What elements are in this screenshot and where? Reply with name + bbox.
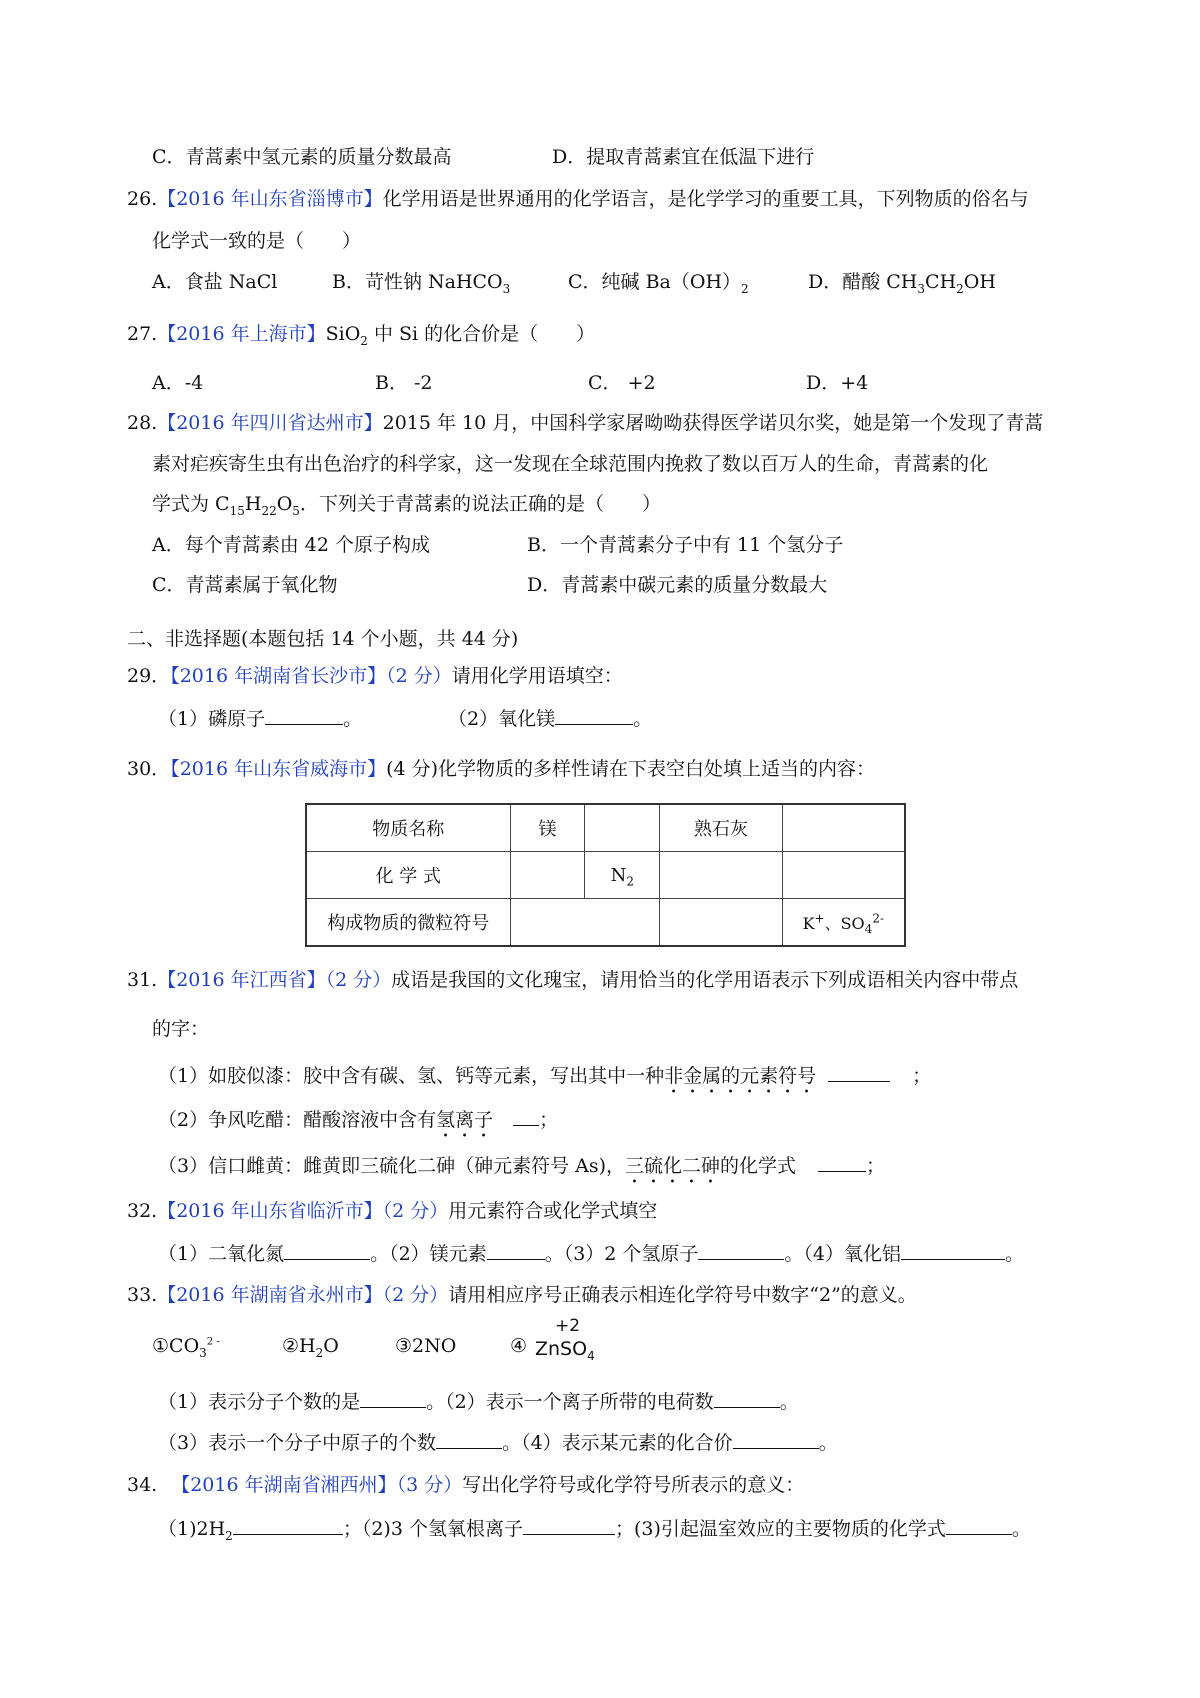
- q33-items-row2: （3）表示一个分子中原子的个数 。（4）表示某元素的化合价 。: [158, 1432, 838, 1454]
- q29-item2: （2）氧化镁 。: [448, 708, 653, 730]
- question-source: 【2016 年江西省】: [157, 969, 326, 991]
- table-cell[interactable]: [510, 899, 660, 947]
- q28-option-c: C．青蒿素属于氧化物: [152, 574, 338, 596]
- q32-items: （1）二氧化氮 。（2）镁元素 。（3）2 个氢原子 。（4）氧化铝 。: [158, 1243, 1025, 1265]
- q26-option-c: C．纯碱 $Ba(OH)_2$: [568, 271, 749, 296]
- q31-item1: （1）如胶似漆：胶中含有碳、氢、钙等元素，写出其中一种非金属的元素符号 ；: [158, 1065, 932, 1087]
- q29-item1: （1）磷原子 。: [158, 708, 363, 730]
- q29-line1: 29．【2016 年湖南省长沙市】（2 分）请用化学用语填空：: [127, 665, 623, 687]
- table-cell[interactable]: [782, 852, 905, 899]
- table-cell[interactable]: [510, 852, 585, 899]
- q27-option-a: A．-4: [152, 372, 204, 394]
- q26-option-a: A．食盐 NaCl: [152, 271, 278, 293]
- q33-formula-1: $①CO_3^{2 -}$: [152, 1335, 220, 1360]
- q31-item2: （2）争风吃醋：醋酸溶液中含有氢离子 ；: [158, 1109, 559, 1131]
- q28-option-b: B．一个青蒿素分子中有 11 个氢分子: [527, 534, 844, 556]
- table-cell[interactable]: [660, 899, 782, 947]
- table-cell: K+、$SO_4^{2-}$: [782, 899, 905, 947]
- question-source: 【2016 年湖南省湘西州】: [171, 1474, 397, 1496]
- answer-blank[interactable]: [901, 1243, 1005, 1260]
- q32-line1: 32.【2016 年山东省临沂市】（2 分）用元素符合或化学式填空: [127, 1200, 658, 1222]
- q27-option-d: D．+4: [806, 372, 869, 394]
- q31-item3: （3）信口雌黄：雌黄即三硫化二砷（砷元素符号 As)，三硫化二砷的化学式 ；: [158, 1155, 886, 1177]
- answer-blank[interactable]: [733, 1432, 819, 1449]
- table-cell[interactable]: [585, 804, 660, 852]
- q26-stem-line2: 化学式一致的是（ ）: [152, 230, 362, 252]
- q28-option-a: A．每个青蒿素由 42 个原子构成: [152, 534, 430, 556]
- q30-line1: 30．【2016 年山东省威海市】(4 分)化学物质的多样性请在下表空白处填上适当的内容：: [127, 758, 876, 780]
- table-cell: 化 学 式: [306, 852, 510, 899]
- q27-line1: 27.【2016 年上海市】SiO$_2$ 中 Si 的化合价是（ ）: [127, 323, 596, 348]
- q33-formula-4: ZnSO$_4$: [535, 1338, 595, 1363]
- q34-items: $(1)2H_2$ ；（2)3 个氢氧根离子 ；(3)引起温室效应的主要物质的化学式 。: [158, 1518, 1031, 1543]
- table-cell: 镁: [510, 804, 585, 852]
- table-cell: 构成物质的微粒符号: [306, 899, 510, 947]
- table-cell[interactable]: [660, 852, 782, 899]
- question-number: 28.: [127, 412, 158, 434]
- answer-blank[interactable]: [818, 1155, 866, 1172]
- question-source: 【2016 年山东省威海市】: [170, 758, 387, 780]
- q33-items-row1: （1）表示分子个数的是 。（2）表示一个离子所带的电荷数 。: [158, 1391, 799, 1413]
- table-cell: $N_2$: [585, 852, 660, 899]
- question-source: 【2016 年山东省淄博市】: [157, 188, 383, 210]
- question-source: 【2016 年上海市】: [157, 323, 326, 345]
- answer-blank[interactable]: [828, 1065, 890, 1082]
- table-cell: 物质名称: [306, 804, 510, 852]
- question-stem: 化学用语是世界通用的化学语言，是化学学习的重要工具，下列物质的俗名与: [382, 188, 1029, 210]
- q25-option-d: D．提取青蒿素宜在低温下进行: [552, 146, 815, 168]
- answer-blank[interactable]: [523, 1518, 615, 1535]
- question-source: 【2016 年湖南省长沙市】: [170, 665, 387, 687]
- q28-stem-line2: 素对疟疾寄生虫有出色治疗的科学家，这一发现在全球范围内挽救了数以百万人的生命，青蒿素的化: [152, 453, 989, 475]
- answer-blank[interactable]: [284, 1243, 370, 1260]
- question-source: 【2016 年湖南省永州市】: [157, 1284, 383, 1306]
- table-cell: 熟石灰: [660, 804, 782, 852]
- q33-formula-2: $②H_2O$: [282, 1335, 339, 1360]
- q31-line1: 31.【2016 年江西省】（2 分）成语是我国的文化瑰宝，请用恰当的化学用语表示下列成语相关内容中带点: [127, 969, 1019, 991]
- answer-blank[interactable]: [233, 1518, 343, 1535]
- q33-formula-3: ③2NO: [395, 1335, 457, 1357]
- q33-line1: 33.【2016 年湖南省永州市】（2 分）请用相应序号正确表示相连化学符号中数字“2”的意义。: [127, 1284, 917, 1306]
- q28-line1: 28.【2016 年四川省达州市】2015 年 10 月，中国科学家屠呦呦获得医学诺贝尔奖，她是第一个发现了青蒿: [127, 412, 1044, 434]
- table-cell[interactable]: [782, 804, 905, 852]
- answer-blank[interactable]: [513, 1109, 539, 1126]
- q31-stem-line2: 的字：: [152, 1018, 210, 1040]
- q27-option-b: B． -2: [375, 372, 433, 394]
- answer-blank[interactable]: [265, 708, 343, 725]
- answer-blank[interactable]: [436, 1432, 502, 1449]
- answer-blank[interactable]: [555, 708, 633, 725]
- q34-line1: 34. 【2016 年湖南省湘西州】（3 分）写出化学符号或化学符号所表示的意义：: [127, 1474, 805, 1496]
- q26-line1: [127, 190, 1029, 209]
- q30-table: [305, 803, 906, 947]
- section-heading: 二、非选择题(本题包括 14 个小题，共 44 分): [127, 628, 519, 650]
- answer-blank[interactable]: [946, 1518, 1012, 1535]
- answer-blank[interactable]: [698, 1243, 784, 1260]
- question-source: 【2016 年四川省达州市】: [157, 412, 383, 434]
- question-source: 【2016 年山东省临沂市】: [157, 1200, 383, 1222]
- answer-blank[interactable]: [360, 1391, 426, 1408]
- q28-stem-line3: 学式为 $C_{15}H_{22}O_5$．下列关于青蒿素的说法正确的是（ ）: [152, 493, 661, 518]
- answer-blank[interactable]: [487, 1243, 545, 1260]
- q25-option-c: C．青蒿素中氢元素的质量分数最高: [152, 146, 452, 168]
- q28-option-d: D．青蒿素中碳元素的质量分数最大: [527, 574, 828, 596]
- question-number: 26.: [127, 188, 158, 210]
- q27-option-c: C． +2: [588, 372, 656, 394]
- q26-option-b: B．苛性钠 NaHCO$_3$: [332, 271, 511, 296]
- valence-mark: +2: [555, 1316, 581, 1336]
- answer-blank[interactable]: [714, 1391, 780, 1408]
- question-number: 27.: [127, 323, 158, 345]
- q26-option-d: D．醋酸 $CH_3CH_2OH$: [808, 271, 996, 296]
- q33-formula-4-index: ④: [510, 1335, 528, 1357]
